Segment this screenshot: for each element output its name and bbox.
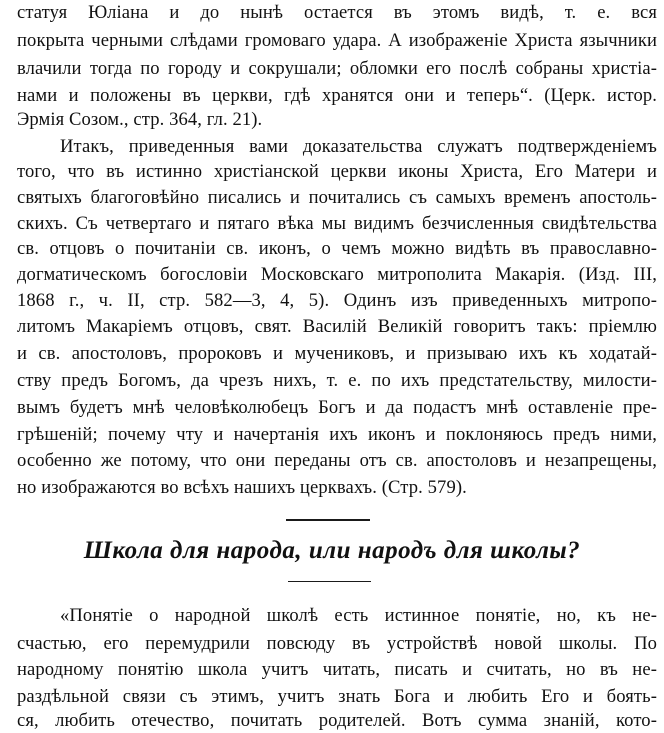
- text-line-cut: ся, любить отечество, почитать родителей. Вотъ сумма знаній, кото-: [17, 710, 657, 731]
- text-line: нами и положены въ церкви, гдѣ хранятся они и теперь“. (Церк. истор.: [17, 85, 657, 106]
- text-line: народному понятію школа учитъ читать, писать и считать, но въ не-: [17, 659, 657, 680]
- paragraph-first-line: Итакъ, приведенныя вами доказательства служатъ подтвержденіемъ: [60, 136, 657, 157]
- section-divider-top: [286, 519, 370, 521]
- text-line: св. отцовъ о почитаніи св. иконъ, о чемъ можно видѣть въ православно-: [17, 238, 657, 259]
- section-divider-bottom: [288, 581, 371, 582]
- text-line: литомъ Макаріемъ отцовъ, свят. Василій Великій говоритъ такъ: пріемлю: [17, 316, 657, 337]
- text-line: догматическомъ богословіи Московскаго митрополита Макарія. (Изд. III,: [17, 264, 657, 285]
- text-line: покрыта черными слѣдами громоваго удара. А изображеніе Христа язычники: [17, 30, 657, 51]
- text-line: того, что въ истинно христіанской церкви иконы Христа, Его Матери и: [17, 161, 657, 182]
- text-line: раздѣльной связи съ этимъ, учитъ знать Бога и любить Его и боять-: [17, 686, 657, 707]
- text-line: скихъ. Съ четвертаго и пятаго вѣка мы видимъ безчисленныя свидѣтельства: [17, 213, 657, 234]
- text-line: и св. апостоловъ, пророковъ и мучениковъ, и призываю ихъ къ ходатай-: [17, 343, 657, 364]
- paragraph-first-line: «Понятіе о народной школѣ есть истинное понятіе, но, къ не-: [60, 605, 657, 626]
- text-line: вымъ будетъ мнѣ человѣколюбецъ Богъ и да подастъ мнѣ оставленіе пре-: [17, 397, 657, 418]
- text-line: влачили тогда по городу и сокрушали; обломки его послѣ собраны христіа-: [17, 58, 657, 79]
- text-line: святыхъ благоговѣйно писались и почитались съ самыхъ временъ апостоль-: [17, 187, 657, 208]
- text-line: ству предъ Богомъ, да чрезъ нихъ, т. е. по ихъ предстательству, милости-: [17, 370, 657, 391]
- text-line: счастью, его перемудрили повсюду въ устройствѣ новой школы. По: [17, 633, 657, 654]
- text-line: 1868 г., ч. II, стр. 582—3, 4, 5). Одинъ изъ приведенныхъ митропо-: [17, 290, 657, 311]
- text-line: Эрмія Созом., стр. 364, гл. 21).: [17, 109, 263, 130]
- text-line: но изображаются во всѣхъ нашихъ церквахъ. (Стр. 579).: [17, 477, 467, 498]
- section-title: Школа для народа, или народъ для школы?: [83, 537, 581, 564]
- text-line: грѣшеній; почему чту и начертанія ихъ иконъ и поклоняюсь предъ ними,: [17, 424, 657, 445]
- text-line: статуя Юліана и до нынѣ остается въ этомъ видѣ, т. е. вся: [17, 2, 657, 23]
- text-line: особенно же потому, что они переданы отъ св. апостоловъ и незапрещены,: [17, 450, 657, 471]
